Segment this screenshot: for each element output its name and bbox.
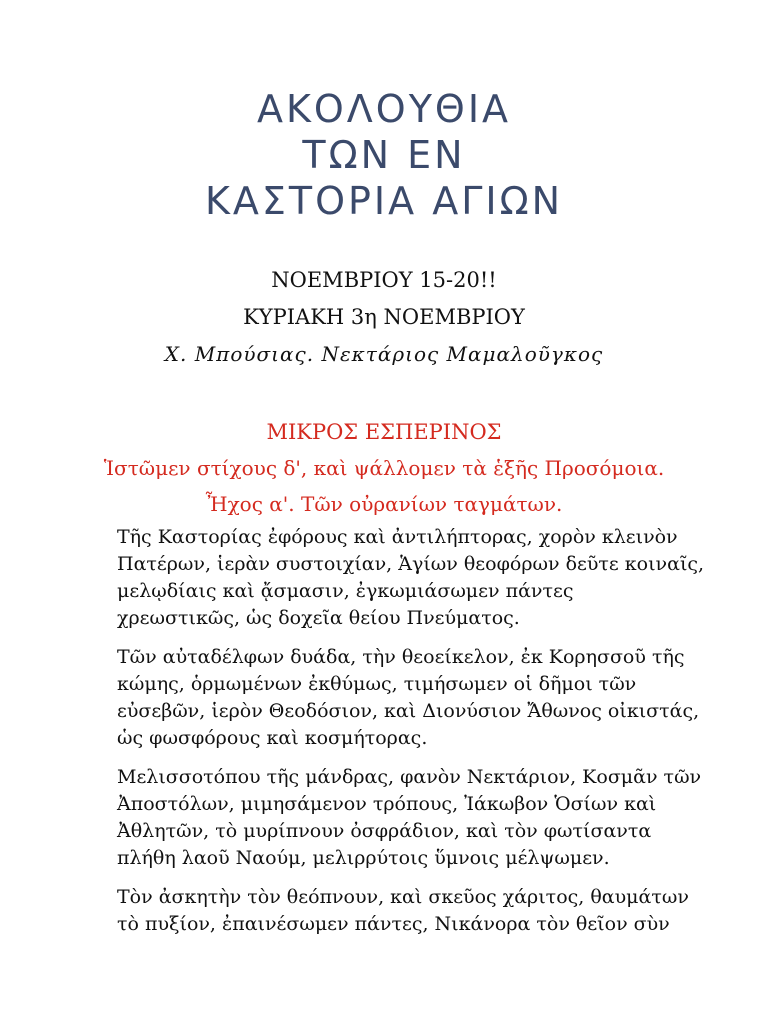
- stanza-line: κώμης, ὁρμωμένων ἐκθύμως, τιμήσωμεν οἱ δῆμοι τῶν: [117, 673, 637, 695]
- stanza-line: μελῳδίαις καὶ ᾄσμασιν, ἐγκωμιάσωμεν πάντες: [117, 580, 574, 602]
- title-line-3: ΚΑΣΤΟΡΙΑ ΑΓΙΩΝ: [204, 179, 564, 223]
- stanza: [117, 764, 702, 872]
- rubric-tone: Ἦχος α'. Τῶν οὐρανίων ταγμάτων.: [205, 492, 563, 516]
- stanza-list: [117, 524, 705, 950]
- stanza-line: εὐσεβῶν, ἱερὸν Θεοδόσιον, καὶ Διονύσιον Ἄθωνος οἰκιστάς,: [117, 700, 700, 722]
- stanza-line: τὸ πυξίον, ἐπαινέσωμεν πάντες, Νικάνορα τὸν θεῖον σὺν: [117, 913, 670, 935]
- document-meta: [0, 262, 768, 373]
- stanza-line: πλήθη λαοῦ Ναούμ, μελιρρύτοις ὕμνοις μέλψωμεν.: [117, 847, 610, 869]
- stanza-line: Πατέρων, ἱερὰν συστοιχίαν, Ἁγίων θεοφόρων δεῦτε κοιναῖς,: [117, 553, 705, 575]
- rubric-instruction: Ἱστῶμεν στίχους δ', καὶ ψάλλομεν τὰ ἑξῆς Προσόμοια.: [103, 456, 665, 480]
- stanza-line: Μελισσοτόπου τῆς μάνδρας, φανὸν Νεκτάριον, Κοσμᾶν τῶν: [117, 766, 702, 788]
- stanza: [117, 524, 705, 632]
- title-line-2: ΤΩΝ ΕΝ: [302, 133, 466, 177]
- stanza-line: Τῶν αὐταδέλφων δυάδα, τὴν θεοείκελον, ἐκ Κορησσοῦ τῆς: [117, 646, 685, 668]
- stanza-line: Τῆς Καστορίας ἐφόρους καὶ ἀντιλήπτορας, χορὸν κλεινὸν: [117, 526, 678, 548]
- stanza-line: Ἀθλητῶν, τὸ μυρίπνουν ὀσφράδιον, καὶ τὸν φωτίσαντα: [117, 820, 652, 842]
- stanza: [117, 884, 689, 938]
- stanza-line: Ἀποστόλων, μιμησάμενον τρόπους, Ἰάκωβον Ὁσίων καὶ: [117, 793, 657, 815]
- sunday-line: ΚΥΡΙΑΚΗ 3η ΝΟΕΜΒΡΙΟΥ: [243, 305, 525, 329]
- stanza-line: Τὸν ἀσκητὴν τὸν θεόπνουν, καὶ σκεῦος χάριτος, θαυμάτων: [117, 886, 689, 908]
- service-heading: ΜΙΚΡΟΣ ΕΣΠΕΡΙΝΟΣ: [266, 420, 502, 444]
- stanza: [117, 644, 700, 752]
- authors: Χ. Μπούσιας. Νεκτάριος Μαμαλοῦγκος: [164, 342, 604, 366]
- title-line-1: ΑΚΟΛΟΥΘΙΑ: [256, 87, 512, 131]
- stanza-line: ὡς φωσφόρους καὶ κοσμήτορας.: [117, 727, 428, 749]
- rubric-block: [0, 414, 768, 522]
- document-title: [0, 86, 768, 224]
- stanza-line: χρεωστικῶς, ὡς δοχεῖα θείου Πνεύματος.: [117, 607, 520, 629]
- date-range: ΝΟΕΜΒΡΙΟΥ 15-20!!: [271, 268, 497, 292]
